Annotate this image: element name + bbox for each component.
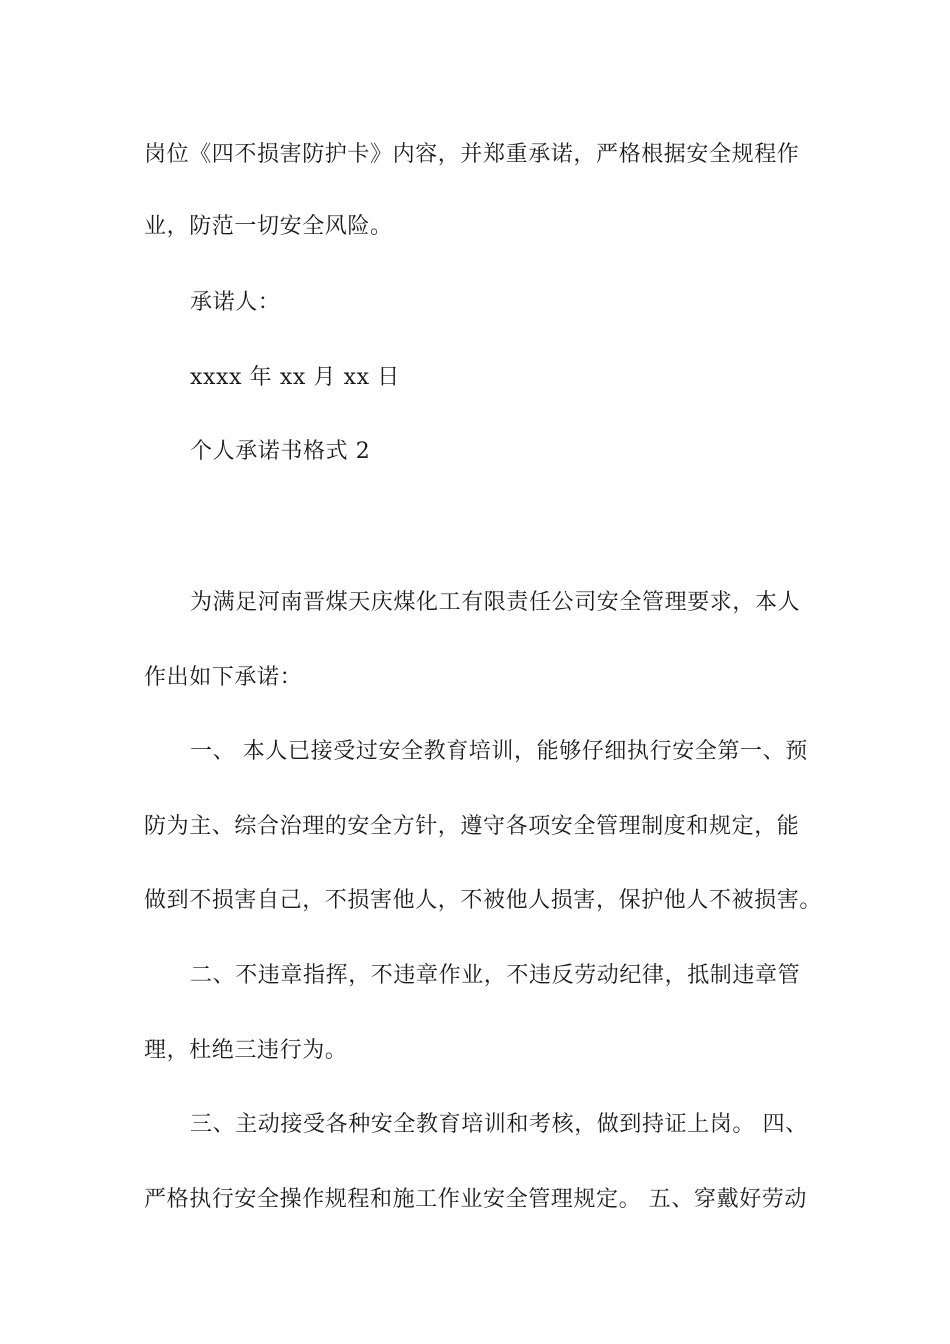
paragraph-line: 岗位《四不损害防护卡》内容，并郑重承诺，严格根据安全规程作 <box>144 142 800 167</box>
signatory-label: 承诺人： <box>190 290 281 315</box>
paragraph-line: 作出如下承诺： <box>144 665 303 690</box>
paragraph-line: 严格执行安全操作规程和施工作业安全管理规定。 五、穿戴好劳动 <box>144 1187 807 1212</box>
paragraph-line: 业，防范一切安全风险。 <box>144 214 393 239</box>
paragraph-line: 理，杜绝三违行为。 <box>144 1038 348 1063</box>
paragraph-line: 一、 本人已接受过安全教育培训，能够仔细执行安全第一、预 <box>190 739 808 764</box>
paragraph-line: 二、不违章指挥，不违章作业，不违反劳动纪律，抵制违章管 <box>190 963 801 988</box>
paragraph-line: 三、主动接受各种安全教育培训和考核，做到持证上岗。 四、 <box>190 1112 808 1137</box>
section-heading: 个人承诺书格式 2 <box>190 439 371 464</box>
paragraph-line: 为满足河南晋煤天庆煤化工有限责任公司安全管理要求，本人 <box>190 590 801 615</box>
date-line: xxxx 年 xx 月 xx 日 <box>190 365 400 390</box>
paragraph-line: 防为主、综合治理的安全方针，遵守各项安全管理制度和规定，能 <box>144 814 800 839</box>
paragraph-line: 做到不损害自己，不损害他人，不被他人损害，保护他人不被损害。 <box>144 888 823 913</box>
